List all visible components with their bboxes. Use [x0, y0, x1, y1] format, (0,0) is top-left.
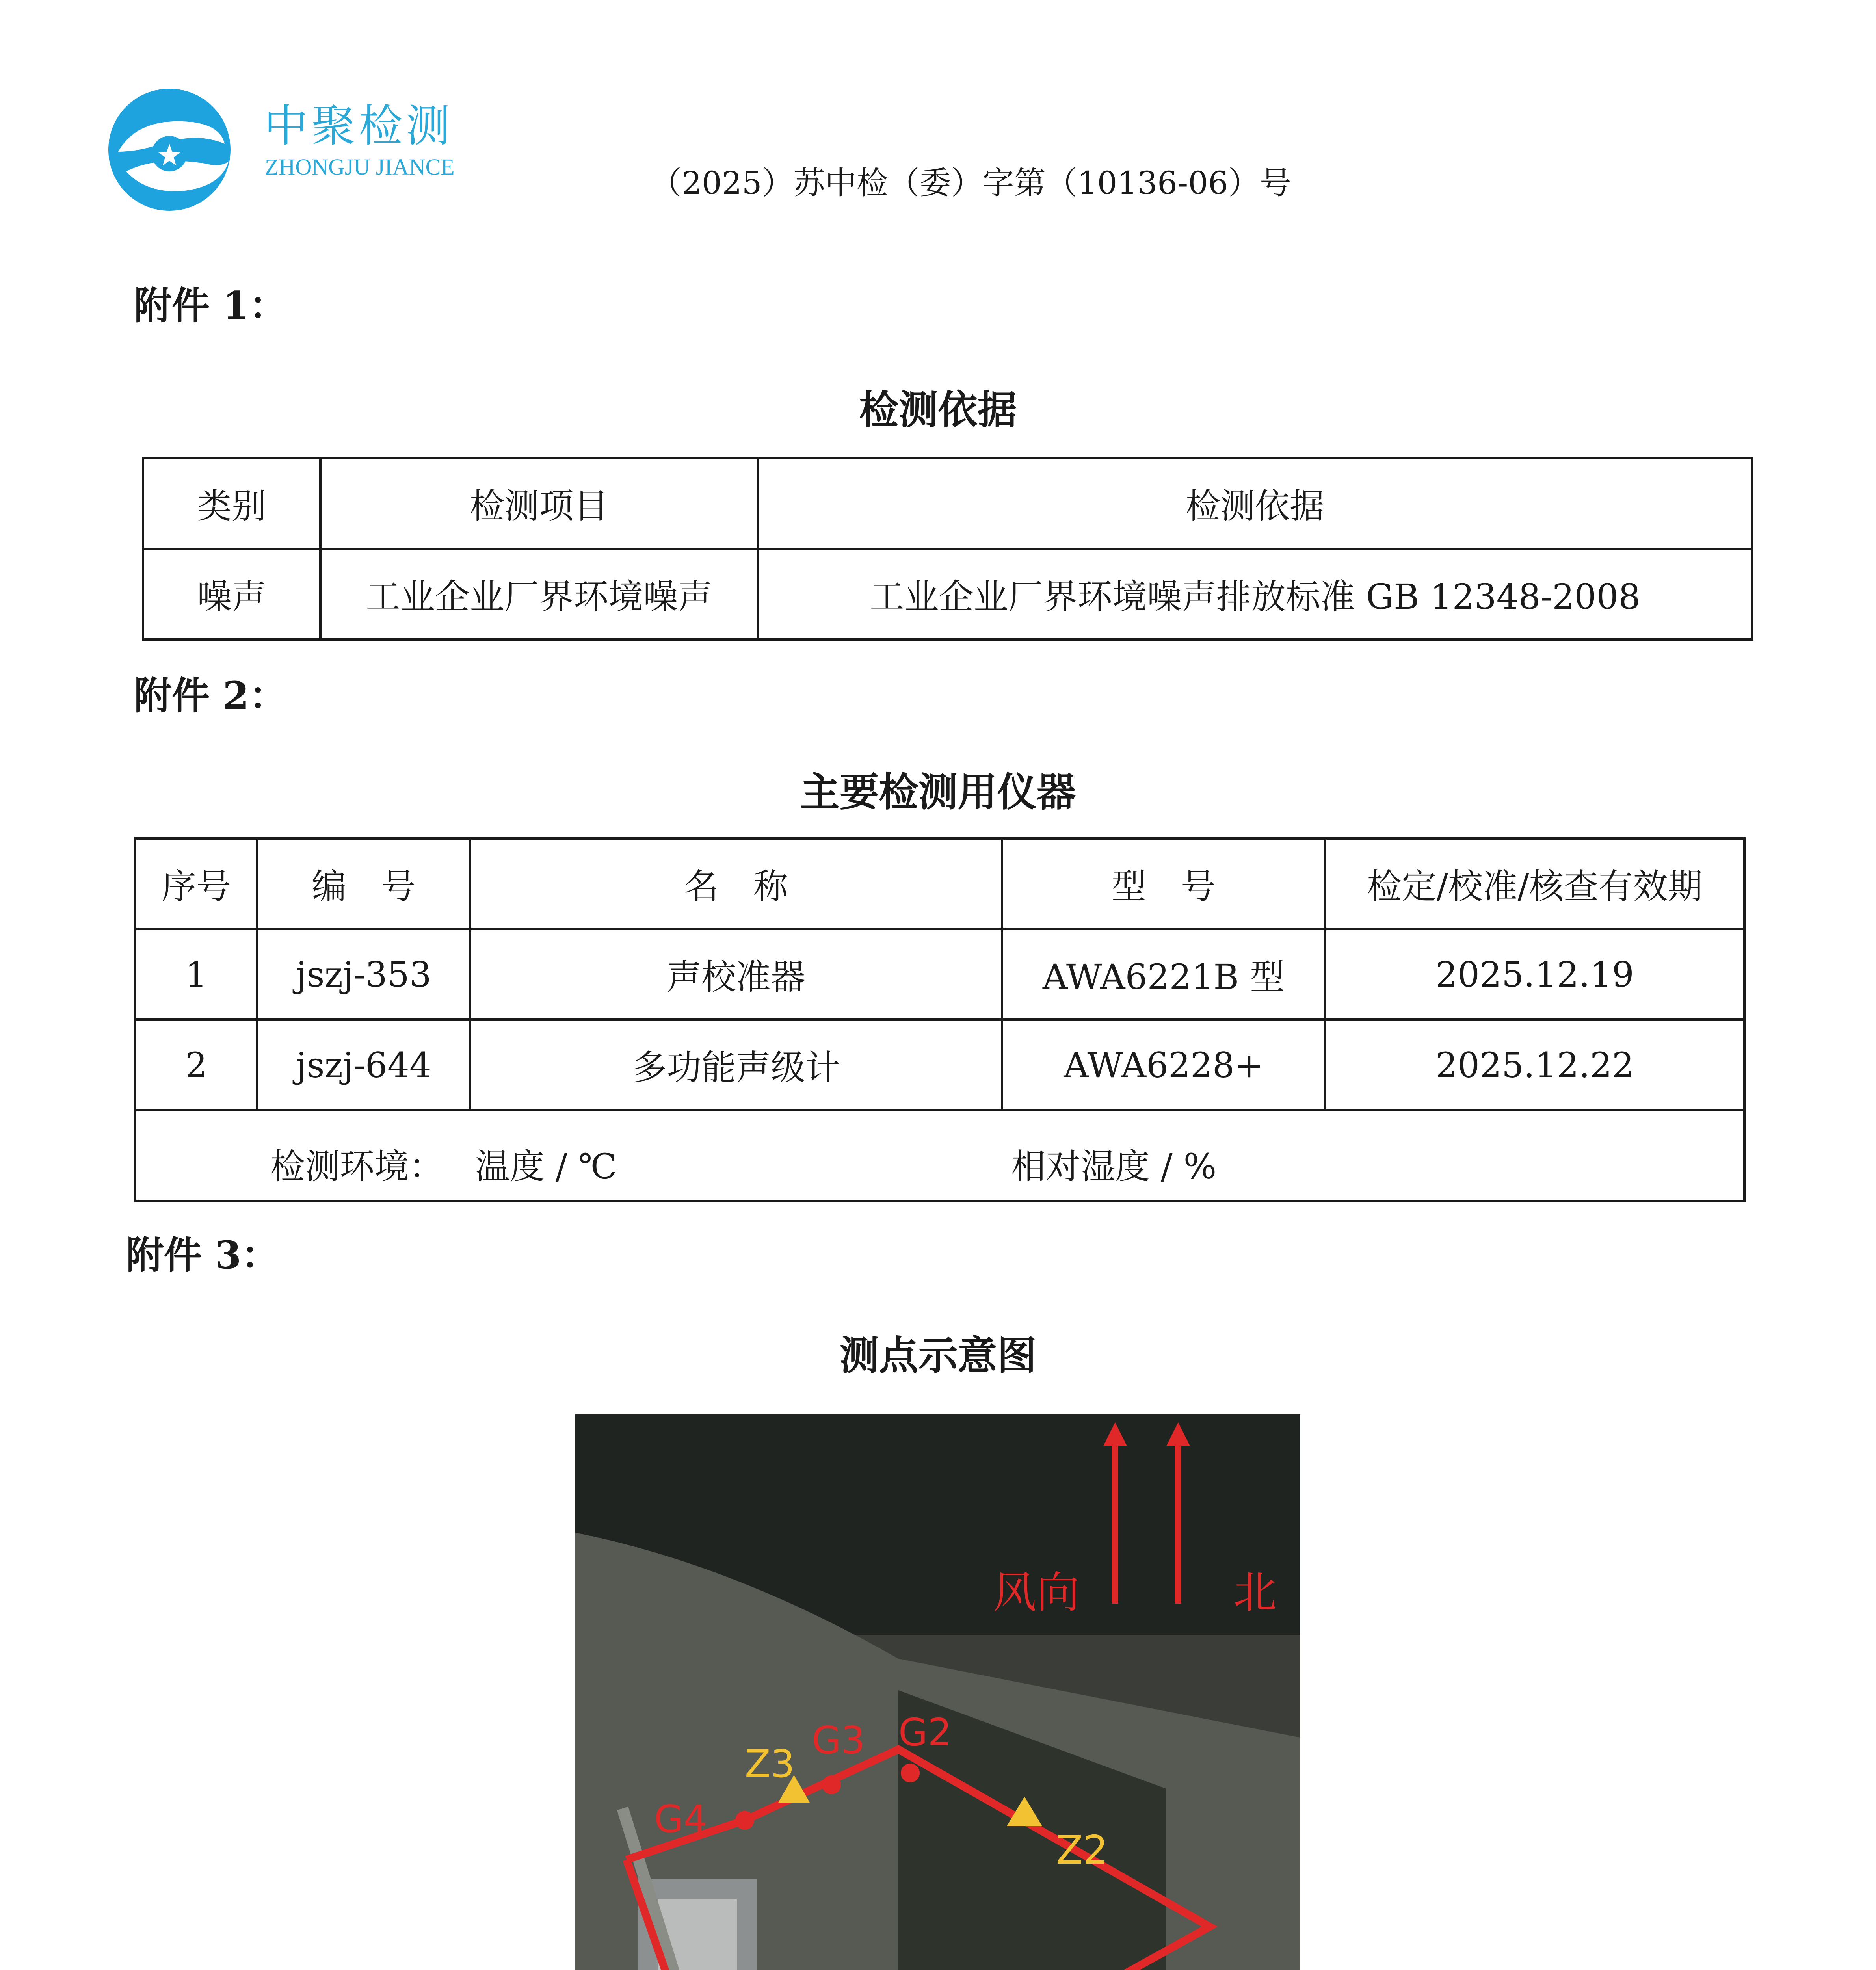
g3-label: G3: [812, 1718, 865, 1762]
north-label: 北: [1233, 1567, 1277, 1618]
cell-item: 工业企业厂界环境噪声: [320, 549, 758, 639]
z3-label: Z3: [745, 1742, 795, 1786]
header-code: 编 号: [257, 838, 470, 929]
environment-row: [135, 1110, 1744, 1201]
cell-model: AWA6221B 型: [1002, 929, 1325, 1020]
wind-direction-label: 风向: [993, 1567, 1080, 1618]
attachment-3-title: 测点示意图: [839, 1332, 1037, 1379]
header-model: 型 号: [1002, 838, 1325, 929]
g2-label: G2: [898, 1710, 952, 1754]
header-validity: 检定/校准/核查有效期: [1325, 838, 1744, 929]
instrument-table: [134, 837, 1746, 1202]
logo-mark-icon: [102, 85, 244, 215]
table-header-row: [135, 838, 1744, 929]
header-name: 名 称: [470, 838, 1002, 929]
attachment-2-label: 附件 2：: [134, 673, 287, 718]
attachment-1-title: 检测依据: [859, 387, 1017, 433]
gas-point-g3: [822, 1775, 841, 1794]
logo-chinese-name: 中聚检测: [264, 100, 453, 152]
gas-point-g4: [735, 1811, 754, 1830]
gas-point-g2: [901, 1764, 920, 1782]
attachment-1-label: 附件 1：: [134, 283, 287, 328]
cell-seq: 1: [135, 929, 257, 1020]
z2-label: Z2: [1056, 1827, 1108, 1873]
cell-seq: 2: [135, 1020, 257, 1110]
table-row: [135, 1020, 1744, 1110]
table-row: [143, 549, 1752, 639]
cell-validity: 2025.12.22: [1325, 1020, 1744, 1110]
cell-validity: 2025.12.19: [1325, 929, 1744, 1020]
environment-cell: [135, 1110, 1744, 1201]
table-row: [135, 929, 1744, 1020]
header-category: 类别: [143, 458, 320, 549]
header-item: 检测项目: [320, 458, 758, 549]
cell-code: jszj-353: [257, 929, 470, 1020]
cell-name: 多功能声级计: [470, 1020, 1002, 1110]
cell-name: 声校准器: [470, 929, 1002, 1020]
table-header-row: [143, 458, 1752, 549]
attachment-3-label: 附件 3：: [126, 1233, 279, 1277]
cell-basis: 工业企业厂界环境噪声排放标准 GB 12348-2008: [758, 549, 1752, 639]
company-logo: [102, 85, 473, 215]
basis-table: [142, 457, 1753, 641]
humidity-label: 相对湿度 / %: [1011, 1146, 1217, 1187]
temperature-label: 温度 / ℃: [475, 1146, 617, 1187]
document-number: （2025）苏中检（委）字第（10136-06）号: [650, 165, 1291, 201]
cell-category: 噪声: [143, 549, 320, 639]
monitoring-point-map: [575, 1414, 1300, 1970]
attachment-2-title: 主要检测用仪器: [800, 769, 1076, 815]
cell-model: AWA6228+: [1002, 1020, 1325, 1110]
cell-code: jszj-644: [257, 1020, 470, 1110]
header-basis: 检测依据: [758, 458, 1752, 549]
g4-label: G4: [654, 1797, 708, 1841]
logo-english-name: ZHONGJU JIANCE: [265, 154, 455, 180]
header-seq: 序号: [135, 838, 257, 929]
env-label: 检测环境：: [270, 1146, 444, 1187]
